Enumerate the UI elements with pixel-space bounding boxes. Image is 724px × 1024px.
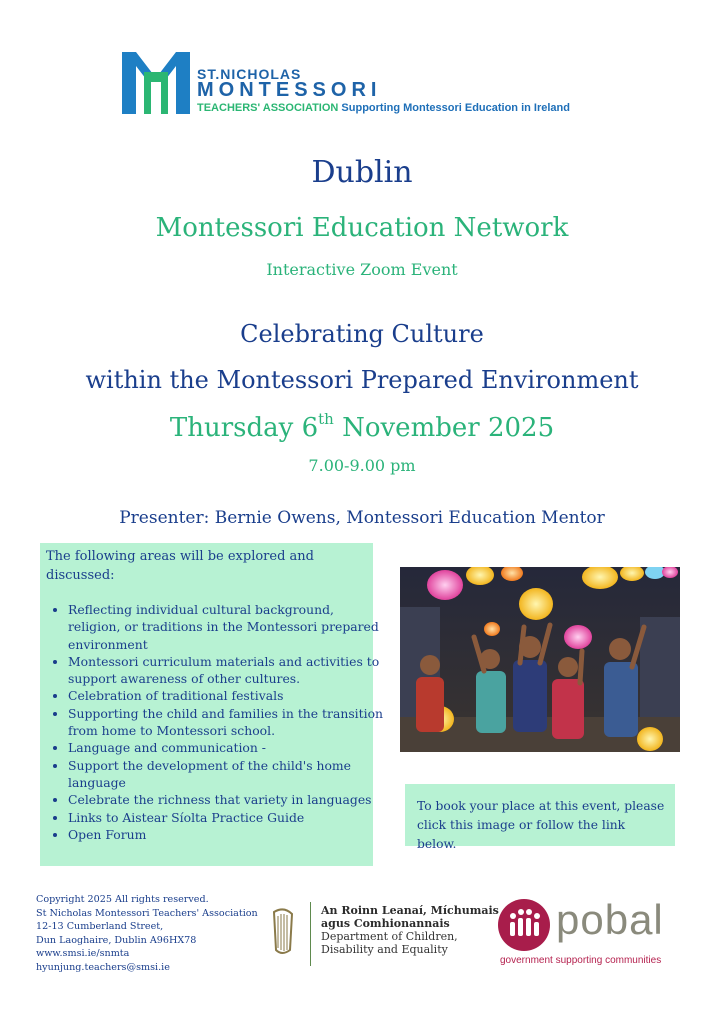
footer-email-link[interactable]: hyunjung.teachers@smsi.ie bbox=[36, 961, 170, 973]
footer-org-name: St Nicholas Montessori Teachers' Association bbox=[36, 907, 258, 919]
list-item: • Celebration of traditional festivals bbox=[68, 687, 388, 704]
pobal-wordmark: pobal bbox=[556, 896, 664, 943]
pobal-tagline: government supporting communities bbox=[500, 955, 662, 966]
booking-text: To book your place at this event, please click this image or follow the link below. bbox=[417, 799, 665, 851]
dept-divider bbox=[310, 902, 311, 966]
event-date bbox=[0, 410, 724, 443]
list-item: • Montessori curriculum materials and activities to support awareness of other cultures. bbox=[68, 653, 388, 688]
dept-name-irish-2: agus Comhionannais bbox=[321, 917, 450, 930]
dept-name-english-2: Disability and Equality bbox=[321, 943, 448, 956]
org-name-line2: MONTESSORI bbox=[197, 79, 382, 101]
event-city: Dublin bbox=[311, 155, 413, 190]
pobal-logo-icon bbox=[497, 898, 551, 952]
smsi-logo-icon bbox=[122, 52, 190, 114]
list-item: • Open Forum bbox=[68, 826, 388, 843]
booking-panel bbox=[405, 784, 675, 851]
event-time: 7.00-9.00 pm bbox=[308, 456, 416, 475]
dept-name-english-1: Department of Children, bbox=[321, 930, 458, 943]
topics-list bbox=[50, 601, 388, 843]
event-date-post: November 2025 bbox=[333, 413, 555, 443]
footer-address-street: 12-13 Cumberland Street, bbox=[36, 921, 164, 933]
list-item: • Links to Aistear Síolta Practice Guide bbox=[68, 809, 388, 826]
topics-intro: The following areas will be explored and discussed: bbox=[46, 549, 314, 583]
list-item: • Support the development of the child's home language bbox=[68, 757, 388, 792]
list-item: • Supporting the child and families in the transition from home to Montessori school. bbox=[68, 705, 388, 740]
org-tagline bbox=[197, 102, 570, 114]
event-title-line1: Celebrating Culture bbox=[240, 320, 484, 348]
footer-copyright: Copyright 2025 All rights reserved. bbox=[36, 894, 209, 905]
dept-name-irish-1: An Roinn Leanaí, Míchumais bbox=[321, 904, 499, 917]
event-booking-image[interactable] bbox=[400, 567, 680, 752]
footer-website-link[interactable]: www.smsi.ie/snmta bbox=[36, 948, 130, 960]
list-item: • Celebrate the richness that variety in languages bbox=[68, 791, 388, 808]
list-item: • Reflecting individual cultural background, religion, or traditions in the Montessori prepared environment bbox=[68, 601, 388, 653]
event-presenter: Presenter: Bernie Owens, Montessori Education Mentor bbox=[119, 508, 605, 528]
org-tagline-supporting: Supporting Montessori Education in Ireland bbox=[341, 102, 570, 114]
org-name-line1: ST.NICHOLAS bbox=[197, 66, 302, 82]
org-tagline-association: TEACHERS' ASSOCIATION bbox=[197, 102, 339, 114]
harp-icon bbox=[270, 906, 296, 958]
topics-panel bbox=[40, 543, 384, 866]
event-title-line2: within the Montessori Prepared Environment bbox=[85, 366, 639, 394]
event-date-pre: Thursday 6 bbox=[169, 413, 319, 443]
footer-contact bbox=[36, 893, 276, 975]
footer-address-city: Dun Laoghaire, Dublin A96HX78 bbox=[36, 934, 197, 946]
department-logo-text bbox=[321, 904, 501, 956]
event-type: Interactive Zoom Event bbox=[266, 260, 458, 279]
list-item: • Language and communication - bbox=[68, 739, 388, 756]
event-network: Montessori Education Network bbox=[155, 213, 569, 243]
event-date-sup: th bbox=[318, 410, 334, 428]
